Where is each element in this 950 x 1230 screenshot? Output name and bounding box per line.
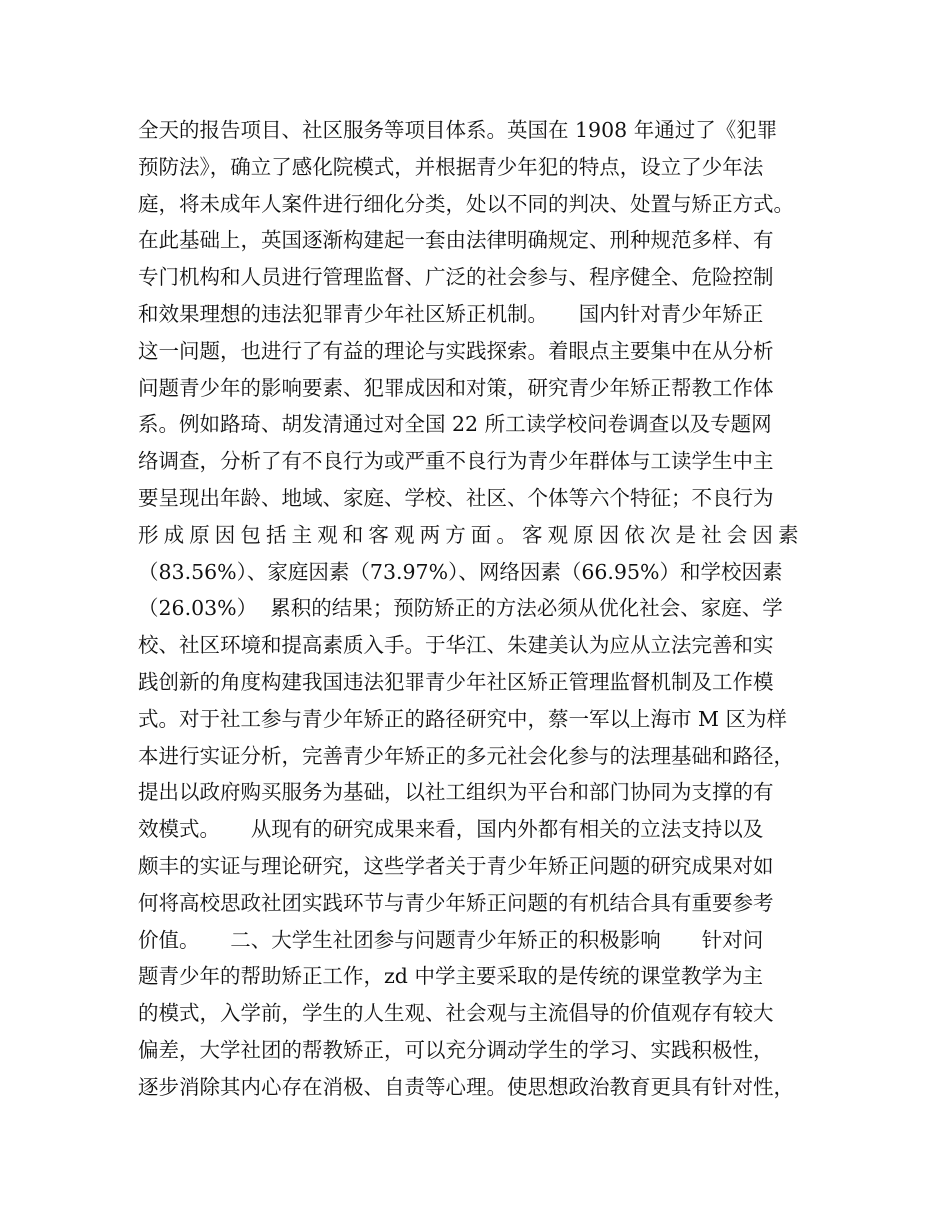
text-line: 预防法》，确立了感化院模式，并根据青少年犯的特点，设立了少年法 — [138, 154, 764, 179]
text-line: （26.03%） 累积的结果；预防矫正的方法必须从优化社会、家庭、学 — [138, 596, 783, 621]
text-line: 在此基础上，英国逐渐构建起一套由法律明确规定、刑种规范多样、有 — [138, 228, 774, 253]
text-line: 偏差，大学社团的帮教矫正，可以充分调动学生的学习、实践积极性， — [138, 1037, 774, 1062]
text-line: 要呈现出年龄、地域、家庭、学校、社区、个体等六个特征；不良行为 — [138, 485, 774, 510]
text-line: 效模式。 从现有的研究成果来看，国内外都有相关的立法支持以及 — [138, 817, 764, 842]
text-line: 这一问题，也进行了有益的理论与实践探索。着眼点主要集中在从分析 — [138, 338, 774, 363]
text-line: 题青少年的帮助矫正工作，zd 中学主要采取的是传统的课堂教学为主 — [138, 964, 763, 989]
text-line: 形成原因包括主观和客观两方面。客观原因依次是社会因素 — [138, 522, 804, 547]
text-line: 何将高校思政社团实践环节与青少年矫正问题的有机结合具有重要参考 — [138, 890, 774, 915]
text-line: 逐步消除其内心存在消极、自责等心理。使思想政治教育更具有针对性， — [138, 1074, 794, 1099]
text-line: 专门机构和人员进行管理监督、广泛的社会参与、程序健全、危险控制 — [138, 265, 774, 290]
text-line: （83.56%）、家庭因素（73.97%）、网络因素（66.95%）和学校因素 — [138, 559, 783, 584]
text-line: 校、社区环境和提高素质入手。于华江、朱建美认为应从立法完善和实 — [138, 633, 774, 658]
text-line: 系。例如路琦、胡发清通过对全国 22 所工读学校问卷调查以及专题网 — [138, 412, 772, 437]
text-line: 的模式，入学前，学生的人生观、社会观与主流倡导的价值观存有较大 — [138, 1001, 774, 1026]
text-line: 践创新的角度构建我国违法犯罪青少年社区矫正管理监督机制及工作模 — [138, 669, 774, 694]
body-text — [138, 112, 824, 1106]
text-line: 颇丰的实证与理论研究，这些学者关于青少年矫正问题的研究成果对如 — [138, 853, 774, 878]
text-line: 价值。 二、大学生社团参与问题青少年矫正的积极影响 针对问 — [138, 927, 764, 952]
text-line: 和效果理想的违法犯罪青少年社区矫正机制。 国内针对青少年矫正 — [138, 301, 764, 326]
text-line: 提出以政府购买服务为基础，以社工组织为平台和部门协同为支撑的有 — [138, 780, 774, 805]
text-line: 式。对于社工参与青少年矫正的路径研究中，蔡一军以上海市 M 区为样 — [138, 706, 788, 731]
text-line: 络调查，分析了有不良行为或严重不良行为青少年群体与工读学生中主 — [138, 449, 774, 474]
text-line: 全天的报告项目、社区服务等项目体系。英国在 1908 年通过了《犯罪 — [138, 118, 778, 142]
text-line: 问题青少年的影响要素、犯罪成因和对策，研究青少年矫正帮教工作体 — [138, 375, 774, 400]
text-line: 庭，将未成年人案件进行细化分类，处以不同的判决、处置与矫正方式。 — [138, 191, 794, 216]
text-line: 本进行实证分析，完善青少年矫正的多元社会化参与的法理基础和路径， — [138, 743, 794, 768]
